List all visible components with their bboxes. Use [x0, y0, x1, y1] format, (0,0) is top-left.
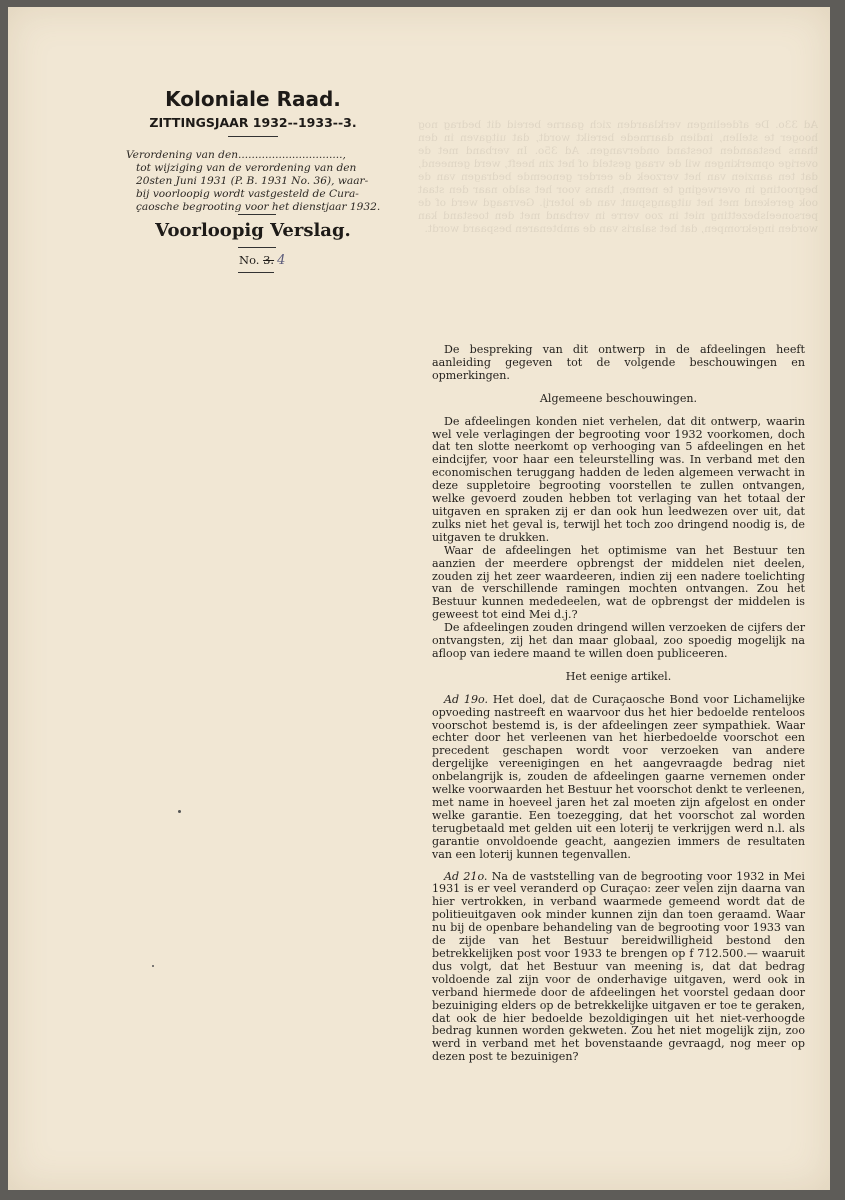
ordinance-description	[126, 149, 384, 214]
session-year: ZITTINGSJAAR 1932--1933--3.	[149, 115, 357, 130]
margin-mark	[152, 965, 154, 967]
document-page	[8, 7, 830, 1190]
margin-mark	[178, 810, 181, 813]
ordinance-line: bij voorloopig wordt vastgesteld de Cura-	[136, 188, 359, 200]
ordinance-line: tot wijziging van de verordening van den	[136, 162, 357, 174]
ad-19-label: Ad 19o.	[444, 692, 489, 706]
section-heading-general: Algemeene beschouwingen.	[539, 391, 698, 405]
divider	[238, 272, 274, 273]
ad-19-text: Het doel, dat de Curaçaosche Bond voor Lichamelijke opvoeding nastreeft en waarvoor dus het hier bedoelde renteloos voorschot bestemd is, is der afdeelingen zeer sympathiek. Waar echter door het verleenen van het hierbedoelde voorschot een precedent geschapen wordt voor verzoeken van andere dergelijke vereenigingen en het aangevraagde bedrag niet onbelangrijk is, zouden de afdeelingen gaarne vernemen onder welke voorwaarden het Bestuur het voorschot denkt te verleenen, met name in hoeveel jaren het zal moeten zijn afgelost en onder welke garantie. Een toezegging, dat het voorschot zal worden terugbetaald met gelden uit een loterij te verkrijgen werd n.l. als garantie onvoldoende geacht, aangezien immers de resultaten van een loterij kunnen tegenvallen.	[432, 692, 806, 861]
document-number	[239, 253, 285, 268]
ordinance-line: çaosche begrooting voor het dienstjaar 1932.	[136, 201, 381, 213]
divider	[238, 214, 276, 215]
council-title: Koloniale Raad.	[165, 87, 341, 111]
general-paragraph-1: De afdeelingen konden niet verhelen, dat dit ontwerp, waarin wel vele verlagingen der begrooting voor 1932 voorkomen, doch dat ten slotte neerkomt op verhooging van 5 afdeelingen en het eindcijfer, voor haar een teleurstelling was. In verband met den economischen teruggang hadden de leden algemeen verwacht in deze suppletoire begrooting voorstellen te zullen ontvangen, welke gevoerd zouden hebben tot verlaging van het totaal der uitgaven en spraken zij er dan ook hun leedwezen over uit, dat zulks niet het geval is, terwijl het toch zoo dringend noodig is, de uitgaven te drukken.	[432, 414, 805, 544]
report-body	[432, 344, 805, 1064]
general-paragraph-3: De afdeelingen zouden dringend willen verzoeken de cijfers der ontvangsten, zij het dan maar globaal, zoo spoedig mogelijk na afloop van iedere maand te willen doen publiceeren.	[432, 621, 805, 660]
ad-21-paragraph	[432, 871, 805, 1065]
ad-19-paragraph	[432, 694, 805, 862]
report-title: Voorloopig Verslag.	[155, 220, 351, 241]
divider	[238, 247, 276, 248]
ad-21-text: Na de vaststelling van de begrooting voor 1932 in Mei 1931 is er veel veranderd op Curaçao: zeer velen zijn daarna van hier vertrokken, in verband waarmede gemeend wordt dat de politieuitgaven ook minder kunnen zijn dan toen geraamd. Waar nu bij de openbare behandeling van de begrooting voor 1933 van de zijde van het Bestuur bereidwilligheid bestond den betrekkelijken post voor 1933 te brengen op f 712.500.— waaruit dus volgt, dat het Bestuur van meening is, dat dat bedrag voldoende zal zijn voor de onderhavige uitgaven, werd ook in verband hiermede door de afdeelingen het voorstel gedaan door bezuiniging elders op de betrekkelijke uitgaven er toe te geraken, dat ook de hier bedoelde bezoldigingen uit het niet-verhoogde bedrag kunnen worden gekweten. Zou het niet mogelijk zijn, zoo werd in verband met het bovenstaande gevraagd, nog meer op dezen post te bezuinigen?	[432, 869, 805, 1064]
show-through-text: Ad 33o. De afdeelingen verklaarden zich gaarne bereid dit bedrag nog hooger te stellen, indien daarmede bereikt wordt, dat uitgaven in den thans bestaanden toestand ondervangen. Ad 35o. In verband met de overige opmerkingen wil de vraag gesteld of het zin heeft, werd gemeend, dat ten aanzien van het verzoek de eerder genoemde bedragen van de begrooting in overweging te nemen, thans voor het saldo naar den staat ook gerekend met het uitgangspunt van de loterij. Gevraagd werd of de personeelsbezetting niet in zoo verre in verband met den toestand kan worden ingekrompen, dat het salaris van de ambtenaren bespaard wordt.	[418, 119, 818, 235]
number-label: No.	[239, 253, 260, 267]
number-handwritten: 4	[277, 253, 286, 268]
ad-21-label: Ad 21o.	[444, 869, 488, 883]
section-heading-article: Het eenige artikel.	[565, 669, 672, 683]
intro-paragraph: De bespreking van dit ontwerp in de afdeelingen heeft aanleiding gegeven tot de volgende beschouwingen en opmerkingen.	[432, 343, 805, 382]
ordinance-line: 20sten Juni 1931 (P. B. 1931 No. 36), waar-	[136, 175, 369, 187]
number-struck: 3.	[263, 253, 275, 267]
general-paragraph-2: Waar de afdeelingen het optimisme van het Bestuur ten aanzien der meerdere opbrengst der middelen niet deelen, zouden zij het zeer waardeeren, indien zij een nadere toelichting van de verschillende ramingen mochten ontvangen. Zou het Bestuur kunnen mededeelen, wat de opbrengst der middelen is geweest tot eind Mei d.j.?	[432, 543, 805, 622]
divider	[228, 136, 278, 137]
ordinance-line: Verordening van den...............................,	[126, 149, 346, 161]
